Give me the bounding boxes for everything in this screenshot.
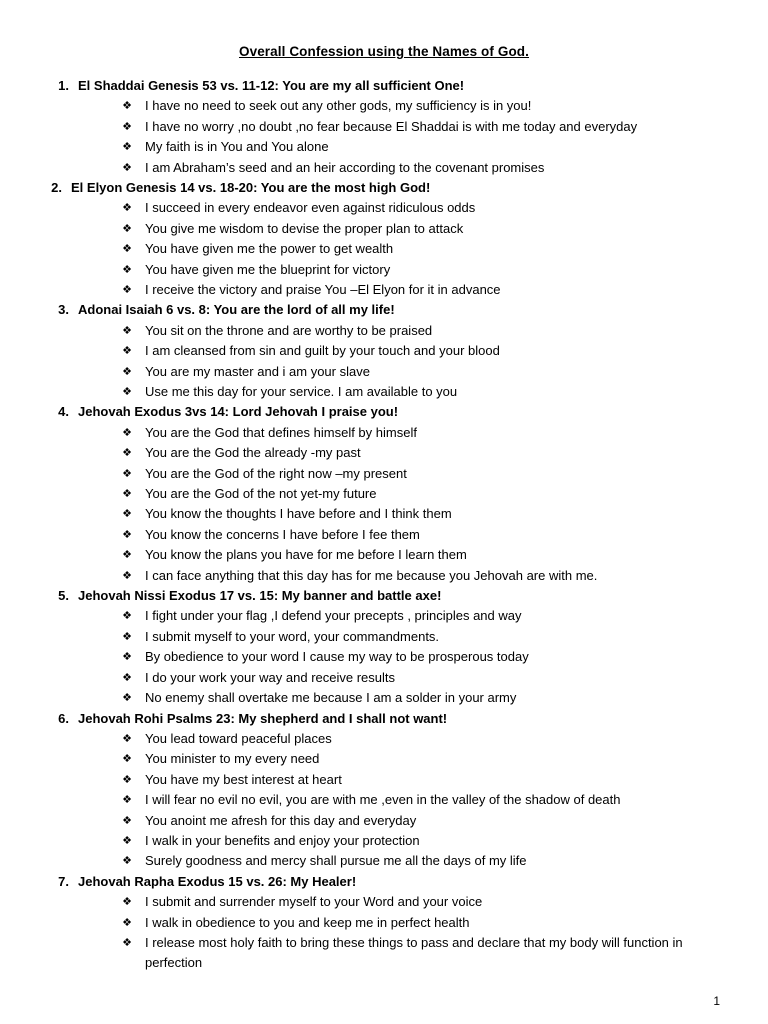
- section-heading-text: Jehovah Exodus 3vs 14: Lord Jehovah I praise you!: [78, 404, 399, 420]
- section-heading: [0, 402, 768, 422]
- list-item: [0, 913, 768, 933]
- diamond-bullet-icon: ❖: [122, 323, 132, 337]
- section-heading-text: Jehovah Nissi Exodus 17 vs. 15: My banner and battle axe!: [78, 588, 442, 604]
- bullet-list: [0, 423, 768, 586]
- list-item: [0, 811, 768, 831]
- list-item: [0, 770, 768, 790]
- section-heading: [0, 178, 768, 198]
- list-item-text: I receive the victory and praise You –El Elyon for it in advance: [145, 282, 501, 298]
- diamond-bullet-icon: ❖: [122, 364, 132, 378]
- list-item-text: I have no worry ,no doubt ,no fear because El Shaddai is with me today and everyday: [145, 118, 638, 134]
- confession-sections: [0, 76, 768, 974]
- diamond-bullet-icon: ❖: [122, 283, 132, 297]
- bullet-list: [0, 606, 768, 708]
- list-item-text: By obedience to your word I cause my way to be prosperous today: [145, 649, 529, 665]
- list-item-text: I do your work your way and receive results: [145, 669, 395, 685]
- diamond-bullet-icon: ❖: [122, 548, 132, 562]
- list-item-text: No enemy shall overtake me because I am a solder in your army: [145, 690, 517, 706]
- list-item: [0, 831, 768, 851]
- section-heading: [0, 709, 768, 729]
- diamond-bullet-icon: ❖: [122, 670, 132, 684]
- list-item-text: I release most holy faith to bring these things to pass and declare that my body will function in perfection: [145, 934, 683, 971]
- list-item: [0, 117, 768, 137]
- diamond-bullet-icon: ❖: [122, 793, 132, 807]
- bullet-list: [0, 892, 768, 974]
- section-heading: [0, 76, 768, 96]
- list-item-text: I walk in obedience to you and keep me in perfect health: [145, 914, 470, 930]
- diamond-bullet-icon: ❖: [122, 385, 132, 399]
- list-item-text: You are the God the already -my past: [145, 445, 361, 461]
- diamond-bullet-icon: ❖: [122, 507, 132, 521]
- list-item: [0, 239, 768, 259]
- list-item: [0, 280, 768, 300]
- list-item: [0, 933, 768, 974]
- diamond-bullet-icon: ❖: [122, 609, 132, 623]
- list-item-text: You are the God of the not yet-my future: [145, 486, 377, 502]
- list-item: [0, 688, 768, 708]
- section-heading-text: Jehovah Rohi Psalms 23: My shepherd and I shall not want!: [78, 710, 448, 726]
- bullet-list: [0, 198, 768, 300]
- list-item: [0, 892, 768, 912]
- list-item: [0, 382, 768, 402]
- list-item-text: I can face anything that this day has for me because you Jehovah are with me.: [145, 567, 598, 583]
- diamond-bullet-icon: ❖: [122, 568, 132, 582]
- list-item: [0, 525, 768, 545]
- section-heading-text: Adonai Isaiah 6 vs. 8: You are the lord of all my life!: [78, 302, 395, 318]
- diamond-bullet-icon: ❖: [122, 629, 132, 643]
- section-number: 2.: [51, 180, 62, 196]
- section-number: 1.: [58, 78, 69, 93]
- list-item-text: I submit myself to your word, your commandments.: [145, 628, 440, 644]
- diamond-bullet-icon: ❖: [122, 915, 132, 929]
- diamond-bullet-icon: ❖: [122, 752, 132, 766]
- section-number: 7.: [58, 873, 69, 889]
- bullet-list: [0, 321, 768, 403]
- list-item-text: You sit on the throne and are worthy to be praised: [145, 322, 433, 338]
- list-item-text: My faith is in You and You alone: [145, 139, 329, 155]
- list-item: [0, 851, 768, 871]
- diamond-bullet-icon: ❖: [122, 221, 132, 235]
- list-item-text: I will fear no evil no evil, you are with me ,even in the valley of the shadow of death: [145, 792, 621, 808]
- diamond-bullet-icon: ❖: [122, 201, 132, 215]
- diamond-bullet-icon: ❖: [122, 344, 132, 358]
- diamond-bullet-icon: ❖: [122, 262, 132, 276]
- list-item: [0, 668, 768, 688]
- list-item: [0, 545, 768, 565]
- list-item: [0, 260, 768, 280]
- diamond-bullet-icon: ❖: [122, 833, 132, 847]
- bullet-list: [0, 96, 768, 178]
- diamond-bullet-icon: ❖: [122, 854, 132, 868]
- list-item-text: I have no need to seek out any other gods, my sufficiency is in you!: [145, 98, 532, 114]
- list-item-text: You have my best interest at heart: [145, 771, 342, 787]
- list-item-text: You give me wisdom to devise the proper plan to attack: [145, 220, 464, 236]
- list-item-text: Use me this day for your service. I am available to you: [145, 384, 458, 400]
- list-item-text: You have given me the power to get wealth: [145, 241, 394, 257]
- section-heading: [0, 586, 768, 606]
- section-number: 3.: [58, 302, 69, 318]
- diamond-bullet-icon: ❖: [122, 99, 132, 113]
- list-item: [0, 729, 768, 749]
- bullet-list: [0, 729, 768, 872]
- diamond-bullet-icon: ❖: [122, 650, 132, 664]
- list-item-text: You lead toward peaceful places: [145, 730, 332, 746]
- section-number: 5.: [58, 588, 69, 604]
- diamond-bullet-icon: ❖: [122, 119, 132, 133]
- list-item-text: You anoint me afresh for this day and everyday: [145, 812, 417, 828]
- list-item-text: I am Abraham’s seed and an heir according to the covenant promises: [145, 159, 545, 175]
- list-item-text: You know the thoughts I have before and I think them: [145, 506, 452, 522]
- document-title: Overall Confession using the Names of God.: [238, 44, 529, 59]
- diamond-bullet-icon: ❖: [122, 895, 132, 909]
- diamond-bullet-icon: ❖: [122, 487, 132, 501]
- list-item-text: You know the plans you have for me before I learn them: [145, 547, 467, 563]
- section-heading: [0, 300, 768, 320]
- list-item-text: I walk in your benefits and enjoy your protection: [145, 832, 420, 848]
- list-item-text: You are the God that defines himself by himself: [145, 424, 417, 440]
- list-item: [0, 341, 768, 361]
- list-item-text: You have given me the blueprint for victory: [145, 261, 391, 277]
- diamond-bullet-icon: ❖: [122, 466, 132, 480]
- diamond-bullet-icon: ❖: [122, 446, 132, 460]
- diamond-bullet-icon: ❖: [122, 772, 132, 786]
- diamond-bullet-icon: ❖: [122, 691, 132, 705]
- diamond-bullet-icon: ❖: [122, 935, 132, 949]
- list-item-text: I succeed in every endeavor even against ridiculous odds: [145, 200, 476, 216]
- list-item: [0, 443, 768, 463]
- list-item: [0, 423, 768, 443]
- list-item: [0, 484, 768, 504]
- list-item: [0, 198, 768, 218]
- list-item-text: I am cleansed from sin and guilt by your touch and your blood: [145, 343, 500, 359]
- list-item: [0, 504, 768, 524]
- section-heading-text: El Elyon Genesis 14 vs. 18-20: You are the most high God!: [71, 180, 431, 196]
- diamond-bullet-icon: ❖: [122, 731, 132, 745]
- list-item: [0, 790, 768, 810]
- page-number: 1: [713, 994, 720, 1008]
- list-item: [0, 464, 768, 484]
- section-heading: [0, 872, 768, 892]
- list-item-text: Surely goodness and mercy shall pursue me all the days of my life: [145, 853, 527, 869]
- list-item-text: I submit and surrender myself to your Word and your voice: [145, 894, 483, 910]
- section-heading-text: El Shaddai Genesis 53 vs. 11-12: You are my all sufficient One!: [78, 78, 465, 93]
- section-heading-text: Jehovah Rapha Exodus 15 vs. 26: My Healer!: [78, 873, 357, 889]
- list-item: [0, 647, 768, 667]
- list-item-text: You are the God of the right now –my present: [145, 465, 407, 481]
- diamond-bullet-icon: ❖: [122, 242, 132, 256]
- list-item: [0, 749, 768, 769]
- list-item: [0, 362, 768, 382]
- list-item-text: You minister to my every need: [145, 751, 320, 767]
- diamond-bullet-icon: ❖: [122, 425, 132, 439]
- list-item: [0, 627, 768, 647]
- list-item: [0, 158, 768, 178]
- list-item: [0, 96, 768, 116]
- section-number: 6.: [58, 710, 69, 726]
- list-item: [0, 219, 768, 239]
- diamond-bullet-icon: ❖: [122, 140, 132, 154]
- diamond-bullet-icon: ❖: [122, 813, 132, 827]
- list-item: [0, 321, 768, 341]
- list-item-text: You are my master and i am your slave: [145, 363, 370, 379]
- list-item: [0, 566, 768, 586]
- list-item: [0, 606, 768, 626]
- diamond-bullet-icon: ❖: [122, 527, 132, 541]
- list-item-text: You know the concerns I have before I fee them: [145, 526, 420, 542]
- diamond-bullet-icon: ❖: [122, 160, 132, 174]
- section-number: 4.: [58, 404, 69, 420]
- list-item-text: I fight under your flag ,I defend your precepts , principles and way: [145, 608, 522, 624]
- list-item: [0, 137, 768, 157]
